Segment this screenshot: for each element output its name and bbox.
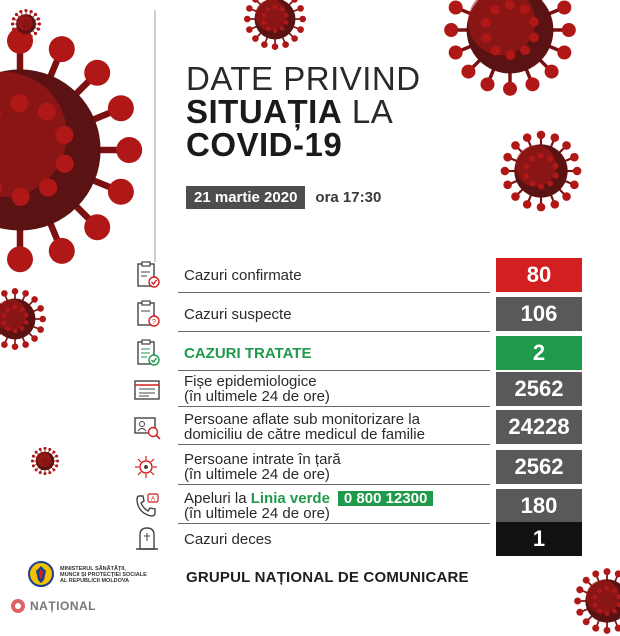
title-line-1: DATE PRIVIND bbox=[186, 62, 421, 95]
ministry-line-2: MUNCII ȘI PROTECȚIEI SOCIALE bbox=[60, 572, 147, 578]
table-row bbox=[132, 450, 582, 484]
phone-call-icon bbox=[132, 491, 162, 521]
divider-line bbox=[154, 10, 156, 262]
row-label-text: Cazuri deces bbox=[184, 531, 272, 548]
row-label bbox=[184, 450, 454, 484]
row-label-line-1 bbox=[184, 374, 454, 389]
row-label-text: Cazuri suspecte bbox=[184, 306, 292, 323]
hotline-number: 0 800 12300 bbox=[338, 491, 433, 506]
row-label-line-1 bbox=[184, 452, 454, 467]
coronavirus-icon bbox=[242, 0, 308, 52]
title-line-2-thin: LA bbox=[352, 93, 393, 130]
coronavirus-icon bbox=[0, 286, 48, 352]
row-value: 2562 bbox=[496, 450, 582, 484]
row-label-line-2: domiciliu de către medicul de familie bbox=[184, 427, 454, 442]
row-label-text: Persoane intrate în țară bbox=[184, 451, 341, 468]
brand-name: NAȚIONAL bbox=[30, 599, 96, 613]
clipboard-check-icon bbox=[132, 260, 162, 290]
row-label-text: Fișe epidemiologice bbox=[184, 373, 317, 390]
row-divider bbox=[178, 444, 490, 445]
row-label-line-1 bbox=[184, 307, 454, 322]
row-label-line-1 bbox=[184, 532, 454, 547]
row-divider bbox=[178, 484, 490, 485]
coronavirus-icon bbox=[0, 20, 150, 280]
row-label-text: Cazuri confirmate bbox=[184, 267, 302, 284]
row-value: 2 bbox=[496, 336, 582, 370]
row-label-line-1 bbox=[184, 346, 454, 361]
time-label: ora 17:30 bbox=[315, 189, 381, 206]
coronavirus-icon bbox=[440, 0, 580, 100]
row-label-line-2: (în ultimele 24 de ore) bbox=[184, 506, 454, 521]
ministry-logo bbox=[28, 560, 147, 590]
epidemiology-sheet-icon bbox=[132, 374, 162, 404]
row-value: 80 bbox=[496, 258, 582, 292]
row-label bbox=[184, 336, 454, 370]
footer-title: GRUPUL NAȚIONAL DE COMUNICARE bbox=[186, 569, 469, 586]
row-label bbox=[184, 522, 454, 556]
row-label-text: CAZURI TRATATE bbox=[184, 345, 311, 362]
coronavirus-icon bbox=[10, 8, 42, 40]
row-label-line-1 bbox=[184, 412, 454, 427]
clipboard-question-icon bbox=[132, 299, 162, 329]
date-badge: 21 martie 2020 bbox=[186, 186, 305, 209]
row-value: 180 bbox=[496, 489, 582, 523]
row-value: 106 bbox=[496, 297, 582, 331]
table-row bbox=[132, 297, 582, 331]
row-divider bbox=[178, 292, 490, 293]
row-label bbox=[184, 410, 454, 444]
row-label bbox=[184, 489, 454, 523]
table-row bbox=[132, 258, 582, 292]
row-value: 1 bbox=[496, 522, 582, 556]
coronavirus-icon bbox=[30, 446, 60, 476]
tombstone-icon bbox=[132, 524, 162, 554]
ministry-line-1: MINISTERUL SĂNĂTĂȚII, bbox=[60, 566, 147, 572]
row-label bbox=[184, 297, 454, 331]
row-divider bbox=[178, 331, 490, 332]
row-label bbox=[184, 258, 454, 292]
row-label-line-1 bbox=[184, 491, 454, 506]
row-label-text: Apeluri la bbox=[184, 490, 247, 507]
svg-text:?: ? bbox=[152, 319, 156, 326]
svg-text:A: A bbox=[151, 497, 155, 503]
row-value: 24228 bbox=[496, 410, 582, 444]
clipboard-list-check-icon bbox=[132, 338, 162, 368]
table-row bbox=[132, 489, 582, 523]
table-row bbox=[132, 372, 582, 406]
table-row bbox=[132, 410, 582, 444]
row-label-line-1 bbox=[184, 268, 454, 283]
coat-of-arms-icon bbox=[28, 560, 54, 590]
ministry-line-3: AL REPUBLICII MOLDOVA bbox=[60, 578, 147, 584]
brand-icon bbox=[10, 598, 26, 614]
row-label-text: Persoane aflate sub monitorizare la bbox=[184, 411, 420, 428]
row-divider bbox=[178, 370, 490, 371]
brand-watermark bbox=[10, 598, 96, 614]
title-line-2-bold: SITUAȚIA bbox=[186, 93, 342, 130]
monitoring-search-icon bbox=[132, 412, 162, 442]
row-label-line-2: (în ultimele 24 de ore) bbox=[184, 467, 454, 482]
coronavirus-icon bbox=[572, 566, 620, 636]
row-value: 2562 bbox=[496, 372, 582, 406]
row-divider bbox=[178, 406, 490, 407]
virus-person-icon bbox=[132, 452, 162, 482]
table-row bbox=[132, 522, 582, 556]
page-title bbox=[186, 62, 421, 161]
table-row bbox=[132, 336, 582, 370]
row-label bbox=[184, 372, 454, 406]
row-label-line-2: (în ultimele 24 de ore) bbox=[184, 389, 454, 404]
hotline-name: Linia verde bbox=[251, 490, 330, 507]
date-time bbox=[186, 186, 381, 209]
title-line-3: COVID-19 bbox=[186, 128, 421, 161]
coronavirus-icon bbox=[498, 128, 584, 214]
